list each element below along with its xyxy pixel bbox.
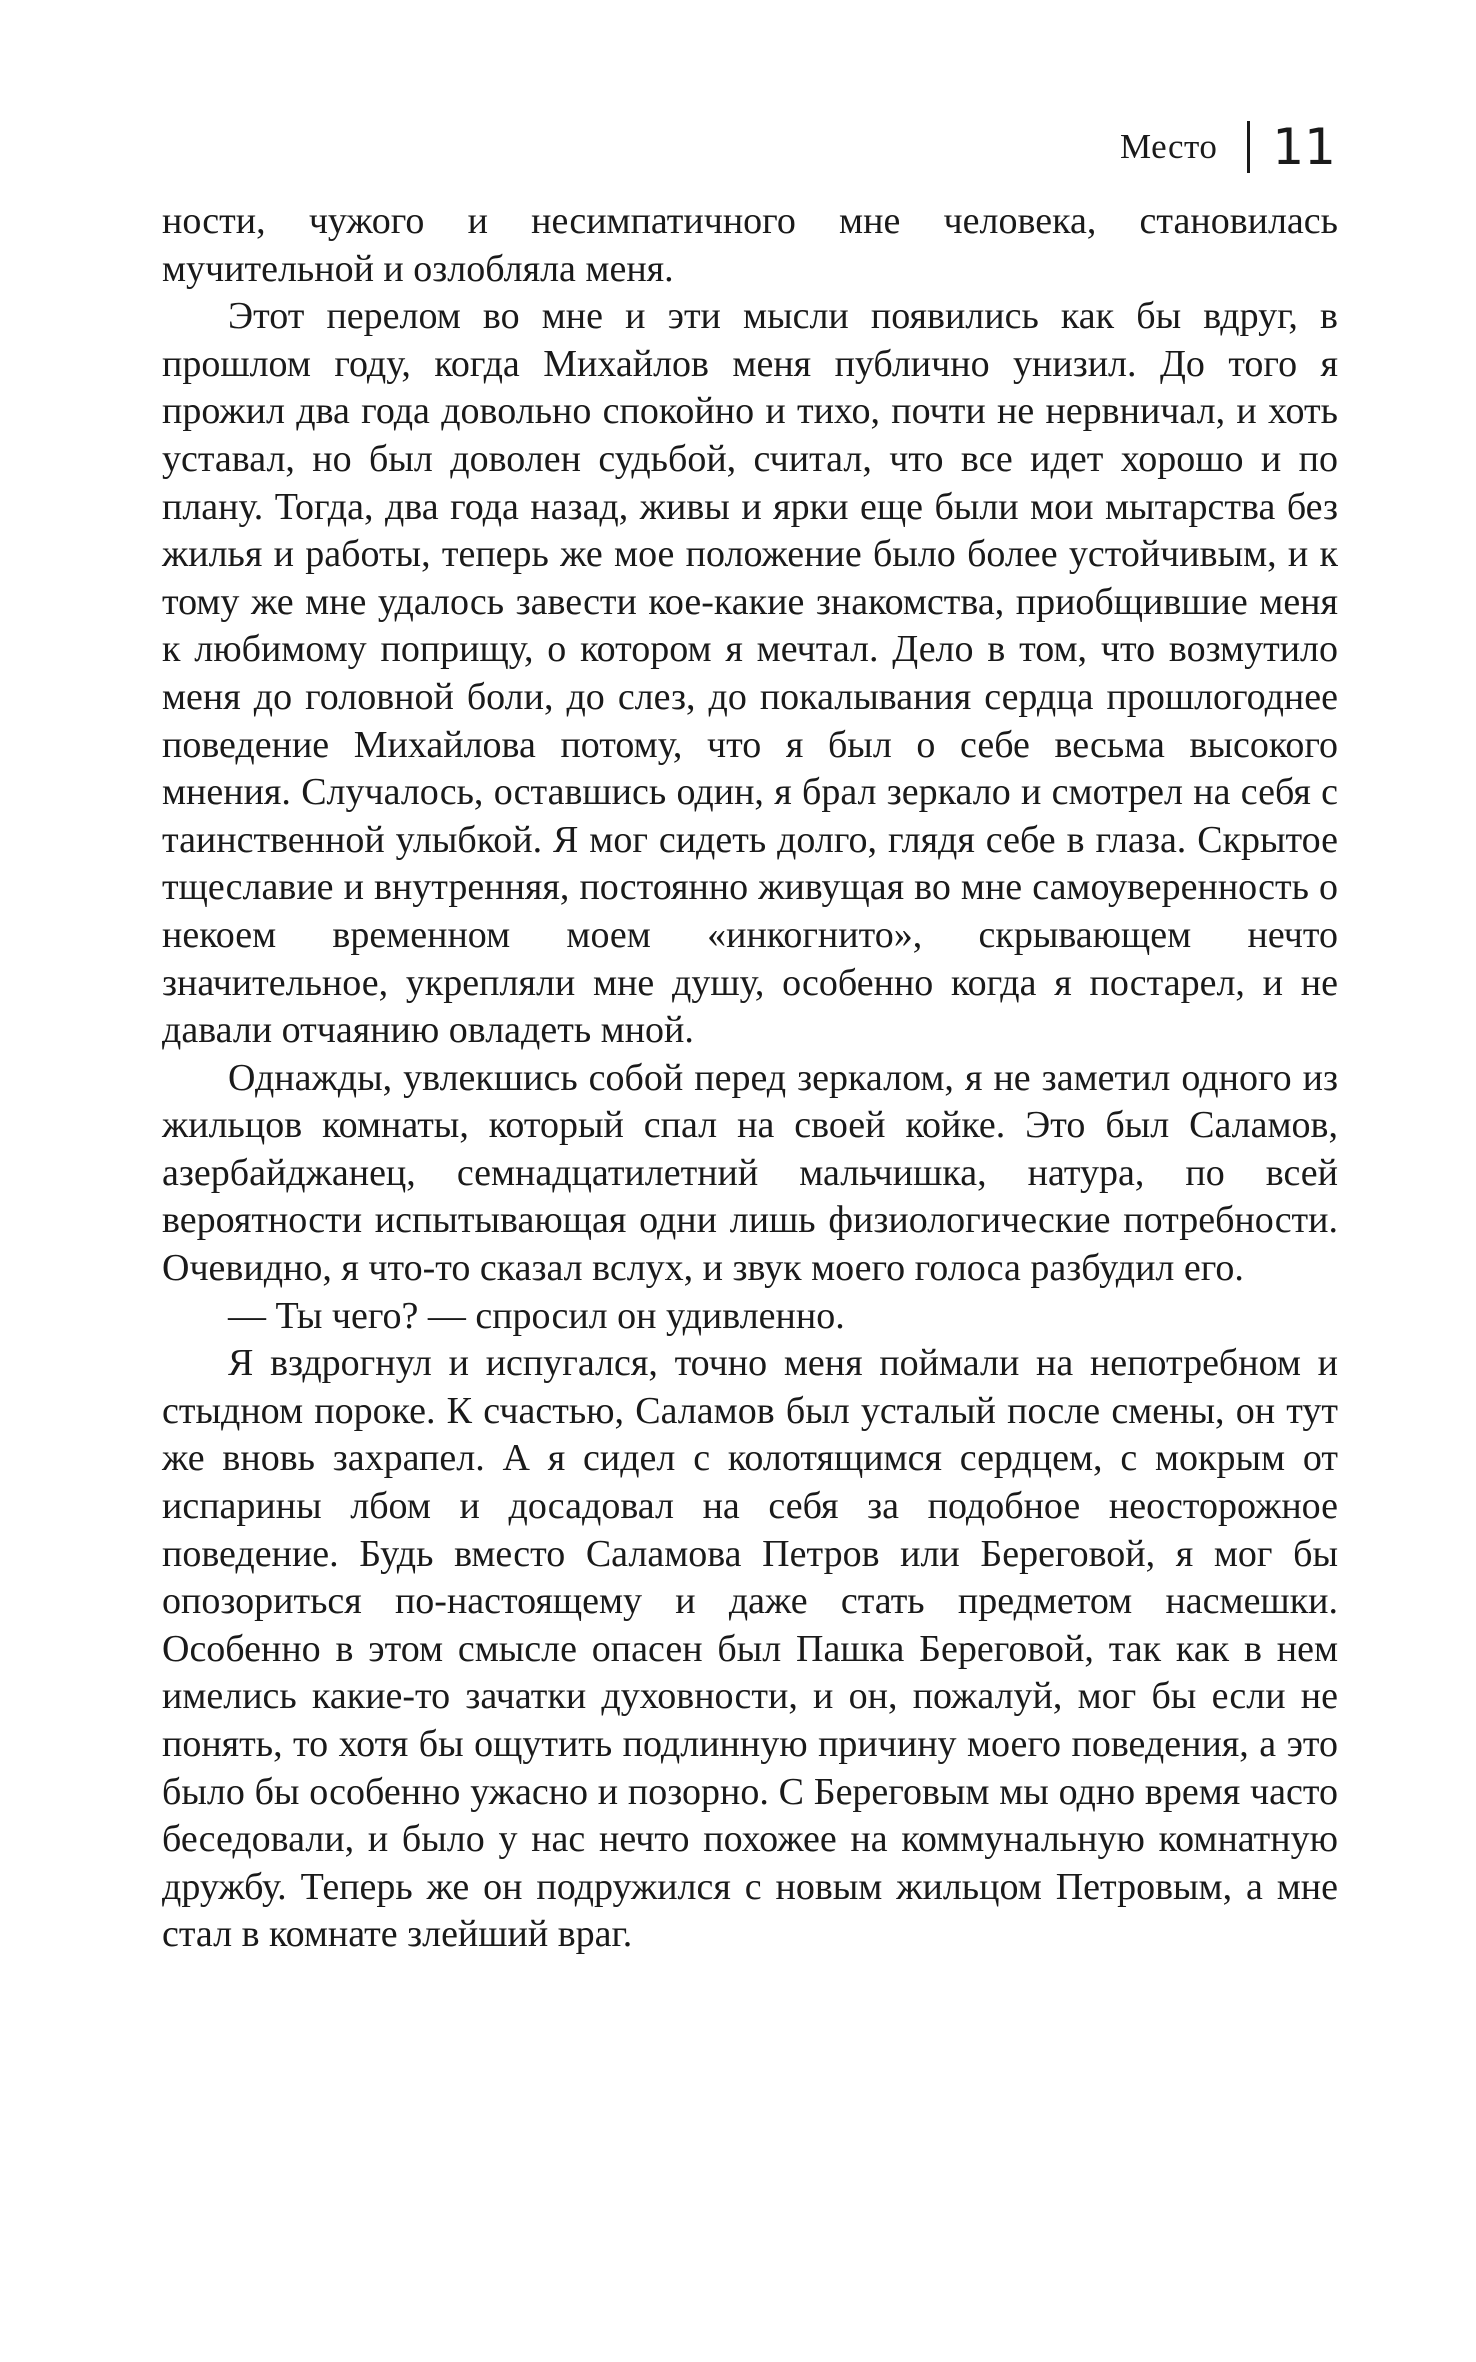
page-number: 11 bbox=[1272, 118, 1336, 176]
running-title: Место bbox=[1119, 127, 1218, 166]
body-text bbox=[162, 198, 1338, 1959]
paragraph: ности, чужого и несимпатичного мне человека, становилась мучительной и озлобляла меня. bbox=[162, 200, 1338, 290]
dialogue-line: — Ты чего? — спросил он удивленно. bbox=[228, 1294, 845, 1337]
paragraph: Этот перелом во мне и эти мысли появились как бы вдруг, в прошлом году, когда Михайлов меня публично унизил. До того я прожил два года довольно спокойно и тихо, почти не нервничал, и хоть уставал, но был доволен судьбой, считал, что все идет хорошо и по плану. Тогда, два года назад, живы и ярки еще были мои мытарства без жилья и работы, теперь же мое положение было более устойчивым, и к тому же мне удалось завести кое-какие знакомства, приобщившие меня к любимому поприщу, о котором я мечтал. Дело в том, что возмутило меня до головной боли, до слез, до покалывания сердца прошлогоднее поведение Михайлова потому, что я был о себе весьма высокого мнения. Случалось, оставшись один, я брал зеркало и смотрел на себя с таинственной улыбкой. Я мог сидеть долго, глядя себе в глаза. Скрытое тщеславие и внутренняя, постоянно живущая во мне самоуверенность о некоем временном моем «инкогнито», скрывающем нечто значительное, укрепляли мне душу, особенно когда я постарел, и не давали отчаянию овладеть мной. bbox=[162, 295, 1338, 1052]
page-header bbox=[1120, 118, 1336, 176]
paragraph: Я вздрогнул и испугался, точно меня поймали на непотребном и стыдном пороке. К счастью, Саламов был усталый после смены, он тут же вновь захрапел. А я сидел с колотящимся сердцем, с мокрым от испарины лбом и досадовал на себя за подобное неосторожное поведение. Будь вместо Саламова Петров или Береговой, я мог бы опозориться по-настоящему и даже стать предметом насмешки. Особенно в этом смысле опасен был Пашка Береговой, так как в нем имелись какие-то зачатки духовности, и он, пожалуй, мог бы если не понять, то хотя бы ощутить подлинную причину моего поведения, а это было бы особенно ужасно и позорно. С Береговым мы одно время часто беседовали, и было у нас нечто похожее на коммунальную комнатную дружбу. Теперь же он подружился с новым жильцом Петровым, а мне стал в комнате злейший враг. bbox=[162, 1342, 1338, 1956]
header-divider bbox=[1247, 121, 1250, 173]
paragraph: Однажды, увлекшись собой перед зеркалом, я не заметил одного из жильцов комнаты, который спал на своей койке. Это был Саламов, азербайджанец, семнадцатилетний мальчишка, натура, по всей вероятности испытывающая одни лишь физиологические потребности. Очевидно, я что-то сказал вслух, и звук моего голоса разбудил его. bbox=[162, 1056, 1338, 1290]
